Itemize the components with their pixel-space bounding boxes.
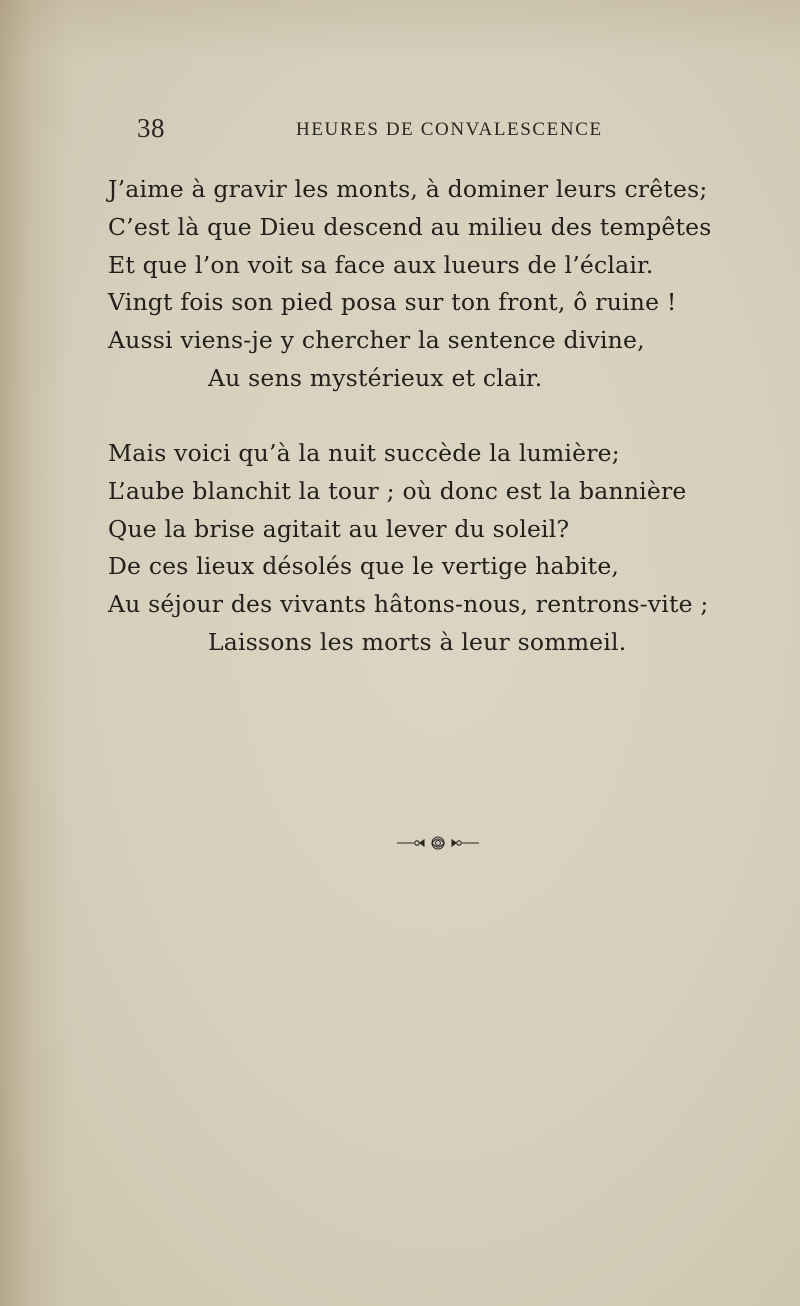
page-top-shadow: [0, 0, 800, 60]
poem-line: L’aube blanchit la tour ; où donc est la bannière: [108, 476, 687, 505]
poem-line: Et que l’on voit sa face aux lueurs de l’éclair.: [108, 250, 654, 279]
poem-stanza-2: [108, 435, 708, 662]
poem-line: De ces lieux désolés que le vertige habite,: [108, 552, 620, 581]
poem-line: Que la brise agitait au lever du soleil?: [108, 514, 570, 543]
fleuron-ornament-icon: [396, 834, 480, 852]
poem-line: J’aime à gravir les monts, à dominer leurs crêtes;: [108, 175, 708, 203]
poem-line-indented: Au sens mystérieux et clair.: [208, 363, 543, 392]
poem-line-indented: Laissons les morts à leur sommeil.: [208, 627, 627, 656]
poem-line: C’est là que Dieu descend au milieu des tempêtes: [108, 212, 712, 241]
poem-stanza-1: [108, 171, 712, 398]
page-header: [0, 113, 800, 147]
poem-line: Aussi viens-je y chercher la sentence divine,: [108, 326, 645, 355]
poem-line: Vingt fois son pied posa sur ton front, ô ruine !: [108, 288, 677, 317]
poem-line: Au séjour des vivants hâtons-nous, rentrons-vite ;: [108, 590, 709, 619]
running-title: HEURES DE CONVALESCENCE: [296, 119, 603, 140]
page-gutter-shadow: [0, 0, 70, 1306]
poem-line: Mais voici qu’à la nuit succède la lumière;: [108, 439, 620, 467]
page-number: 38: [137, 113, 165, 143]
